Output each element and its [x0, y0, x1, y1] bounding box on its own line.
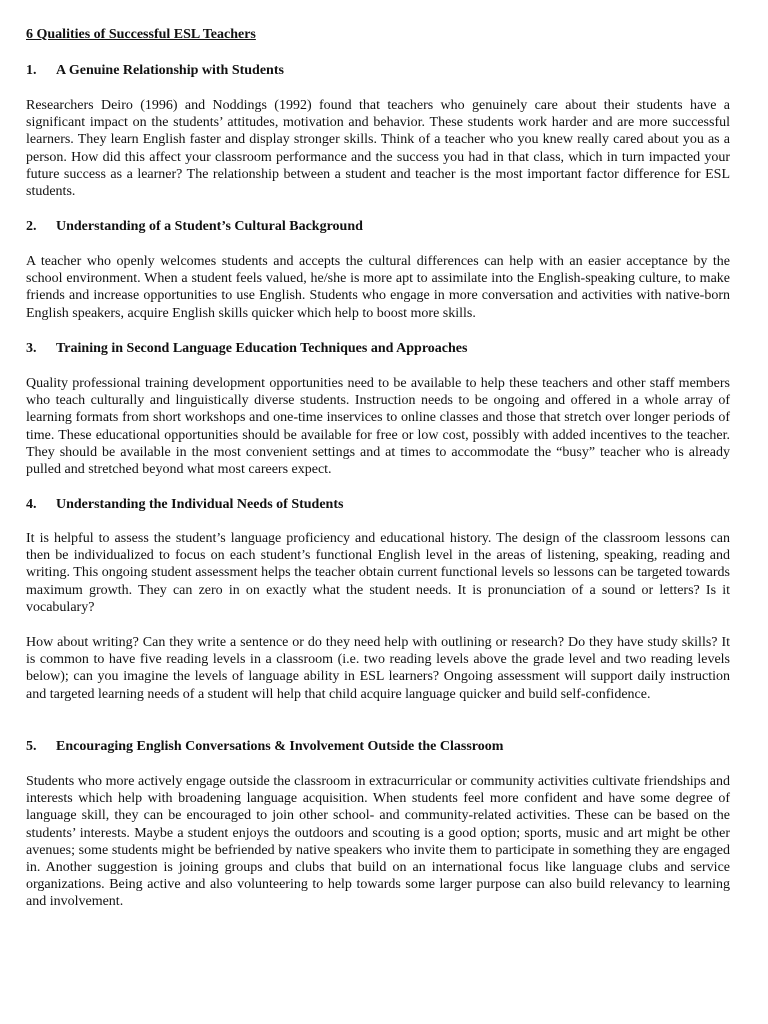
- section-1-paragraph-1: Researchers Deiro (1996) and Noddings (1992) found that teachers who genuinely care about their students have a significant impact on the students’ attitudes, motivation and behavior. These students work harder and are more successful learners. They learn English faster and display stronger skills. Think of a teacher who you knew really cared about you as a person. How did this affect your classroom performance and the success you had in that class, which in turn impacted your future success as a learner? The relationship between a student and teacher is the most important factor difference for ESL students.: [26, 98, 730, 200]
- section-1-number: 1.: [26, 63, 37, 78]
- section-4-title: Understanding the Individual Needs of Students: [56, 497, 344, 512]
- section-2-title: Understanding of a Student’s Cultural Background: [56, 219, 363, 234]
- section-3-number: 3.: [26, 341, 37, 356]
- section-5-paragraph-1: Students who more actively engage outside the classroom in extracurricular or community activities cultivate friendships and interests which help with broadening language acquisition. When students feel more confident and have some degree of language skill, they can be encouraged to join other school- and community-related activities. These can be based on the students’ interests. Maybe a student enjoys the outdoors and scouting is a good option; sports, music and art might be other avenues; some students might be befriended by native speakers who invite them to participate in something they are engaged in. Another suggestion is joining groups and clubs that build on an international focus like language clubs and service organizations. Being active and also volunteering to help towards some larger purpose can also build relevancy to learning and involvement.: [26, 774, 730, 910]
- section-4-paragraph-1: It is helpful to assess the student’s language proficiency and educational history. The design of the classroom lessons can then be individualized to focus on each student’s functional English level in the areas of listening, speaking, reading and writing. This ongoing student assessment helps the teacher obtain current functional levels so lessons can be targeted towards maximum growth. They can zero in on exactly what the student needs. It is pronunciation of a sound or letters? Is it vocabulary?: [26, 531, 730, 615]
- section-3-paragraph-1: Quality professional training development opportunities need to be available to help these teachers and other staff members who teach culturally and linguistically diverse students. Instruction needs to be ongoing and offered in a whole array of learning formats from short workshops and one-time inservices to online classes and those that stretch over longer periods of time. These educational opportunities should be available for free or low cost, possibly with added incentives to the teacher. They should be available in the most convenient settings and at times to accommodate the “busy” teacher who is already pulled and stretched beyond what most careers expect.: [26, 376, 730, 478]
- section-4-heading: [26, 496, 742, 514]
- section-1-title: A Genuine Relationship with Students: [56, 63, 284, 78]
- section-2-heading: [26, 218, 742, 236]
- section-4-paragraph-2: How about writing? Can they write a sentence or do they need help with outlining or research? Do they have study skills? It is common to have five reading levels in a classroom (i.e. two reading levels above the grade level and two reading levels below); can you imagine the levels of language ability in ESL learners? Ongoing assessment will support daily instruction and targeted learning needs of a student will help that child acquire language quicker and build self-confidence.: [26, 635, 730, 702]
- section-3-title: Training in Second Language Education Techniques and Approaches: [56, 341, 468, 356]
- section-3-heading: [26, 340, 742, 358]
- section-5-heading: [26, 738, 742, 756]
- section-2-paragraph-1: A teacher who openly welcomes students and accepts the cultural differences can help with an easier acceptance by the school environment. When a student feels valued, he/she is more apt to assimilate into the English-speaking culture, to make friends and increase opportunities to use English. Students who engage in more conversation and activities with native-born English speakers, acquire English skills quicker which help to boost more skills.: [26, 254, 730, 321]
- section-4-number: 4.: [26, 497, 37, 512]
- section-1-heading: [26, 62, 742, 80]
- document-title: 6 Qualities of Successful ESL Teachers: [26, 27, 256, 42]
- section-5-number: 5.: [26, 739, 37, 754]
- section-2-number: 2.: [26, 219, 37, 234]
- section-5-title: Encouraging English Conversations & Involvement Outside the Classroom: [56, 739, 504, 754]
